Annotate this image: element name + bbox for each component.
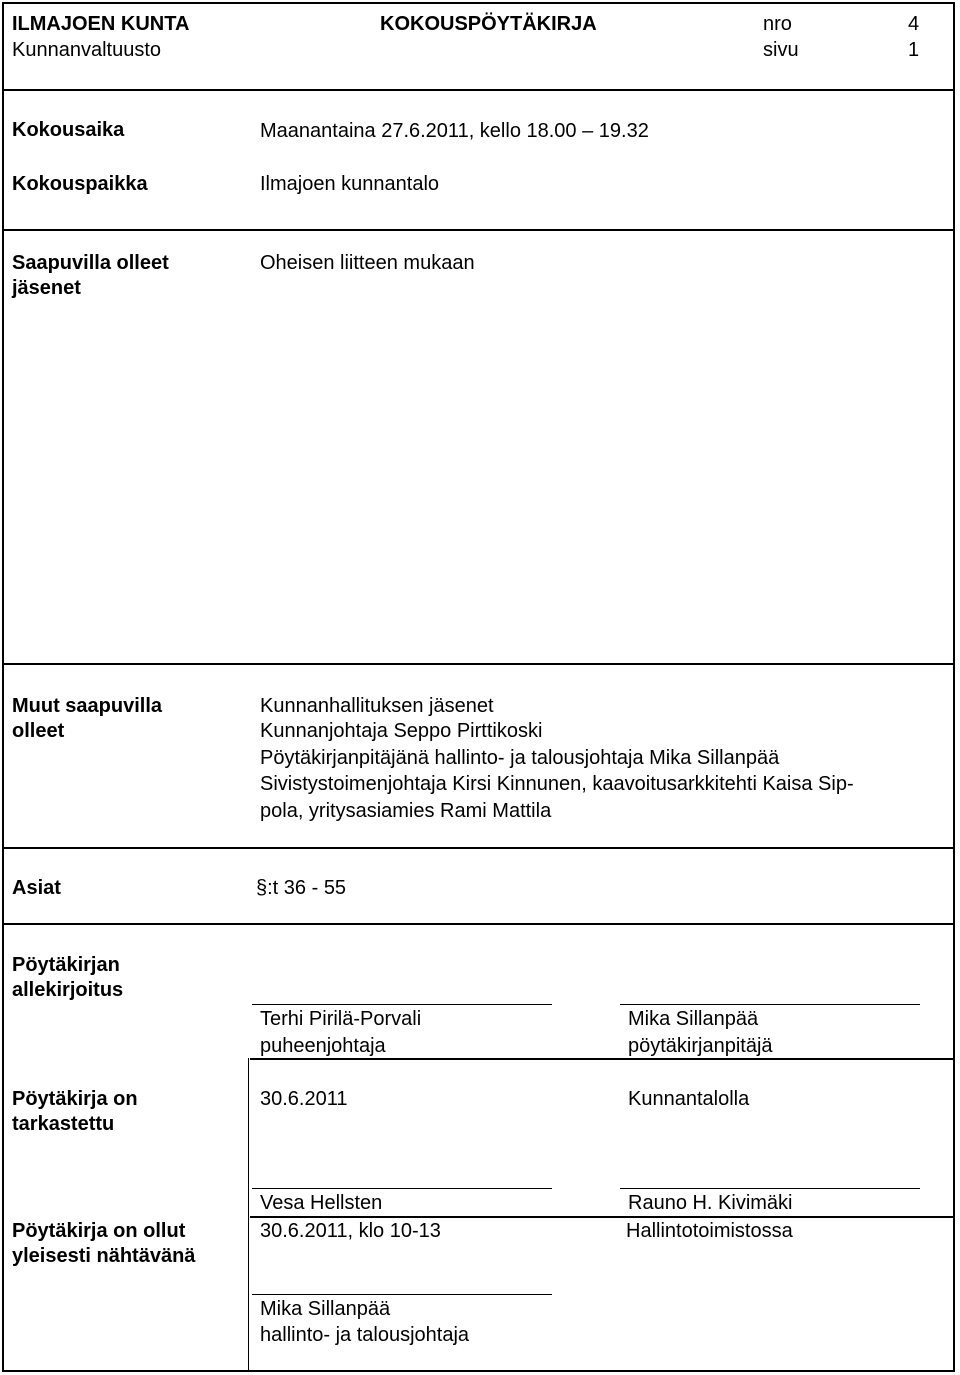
section-divider — [4, 229, 953, 231]
column-divider — [248, 1058, 249, 1370]
section-divider — [4, 663, 953, 665]
others-line: Kunnanjohtaja Seppo Pirttikoski — [260, 720, 543, 742]
meeting-place-label: Kokouspaikka — [12, 173, 148, 195]
signature-line — [252, 1188, 552, 1189]
signature-line — [620, 1188, 920, 1189]
signature-label-line1: Pöytäkirjan — [12, 954, 120, 976]
minutes-document — [2, 2, 955, 1372]
checked-label-line1: Pöytäkirja on — [12, 1088, 138, 1110]
checked-date: 30.6.2011 — [260, 1088, 348, 1110]
certifier-role: hallinto- ja talousjohtaja — [260, 1324, 470, 1346]
public-place: Hallintotoimistossa — [626, 1220, 793, 1242]
others-label-line1: Muut saapuvilla — [12, 695, 163, 717]
others-line: Pöytäkirjanpitäjänä hallinto- ja talousjohtaja Mika Sillanpää — [260, 747, 780, 769]
others-line: Kunnanhallituksen jäsenet — [260, 695, 494, 717]
section-divider — [4, 847, 953, 849]
signature-divider — [250, 1058, 953, 1060]
body-name: Kunnanvaltuusto — [12, 39, 162, 61]
org-name: ILMAJOEN KUNTA — [12, 13, 190, 35]
present-label-line2: jäsenet — [12, 277, 81, 299]
public-label-line1: Pöytäkirja on ollut — [12, 1220, 186, 1242]
meeting-time-value: Maanantaina 27.6.2011, kello 18.00 – 19.32 — [260, 120, 649, 142]
signer1-role: puheenjohtaja — [260, 1035, 386, 1057]
others-line: Sivistystoimenjohtaja Kirsi Kinnunen, kaavoitusarkkitehti Kaisa Sip- — [260, 773, 854, 795]
signer1-name: Terhi Pirilä-Porvali — [260, 1008, 422, 1030]
signature-line — [620, 1004, 920, 1005]
items-value: §:t 36 - 55 — [256, 877, 347, 899]
signer2-name: Mika Sillanpää — [628, 1008, 759, 1030]
signer2-role: pöytäkirjanpitäjä — [628, 1035, 773, 1057]
header-divider — [4, 89, 953, 91]
checked-divider — [250, 1216, 953, 1218]
meeting-place-value: Ilmajoen kunnantalo — [260, 173, 440, 195]
others-label-line2: olleet — [12, 720, 65, 742]
present-label-line1: Saapuvilla olleet — [12, 252, 169, 274]
checked-place: Kunnantalolla — [628, 1088, 750, 1110]
signature-line — [252, 1294, 552, 1295]
page-value: 1 — [908, 39, 920, 61]
signature-label-line2: allekirjoitus — [12, 979, 124, 1001]
nro-value: 4 — [908, 13, 920, 35]
meeting-time-label: Kokousaika — [12, 119, 125, 141]
others-line: pola, yritysasiamies Rami Mattila — [260, 800, 552, 822]
checker2-name: Rauno H. Kivimäki — [628, 1192, 793, 1214]
items-label: Asiat — [12, 877, 61, 899]
page-label: sivu — [763, 39, 799, 61]
public-time: 30.6.2011, klo 10-13 — [260, 1220, 441, 1242]
checked-label-line2: tarkastettu — [12, 1113, 115, 1135]
certifier-name: Mika Sillanpää — [260, 1298, 391, 1320]
present-value: Oheisen liitteen mukaan — [260, 252, 475, 274]
public-label-line2: yleisesti nähtävänä — [12, 1245, 196, 1267]
doc-type: KOKOUSPÖYTÄKIRJA — [380, 13, 597, 35]
nro-label: nro — [763, 13, 792, 35]
signature-line — [252, 1004, 552, 1005]
checker1-name: Vesa Hellsten — [260, 1192, 383, 1214]
section-divider — [4, 923, 953, 925]
